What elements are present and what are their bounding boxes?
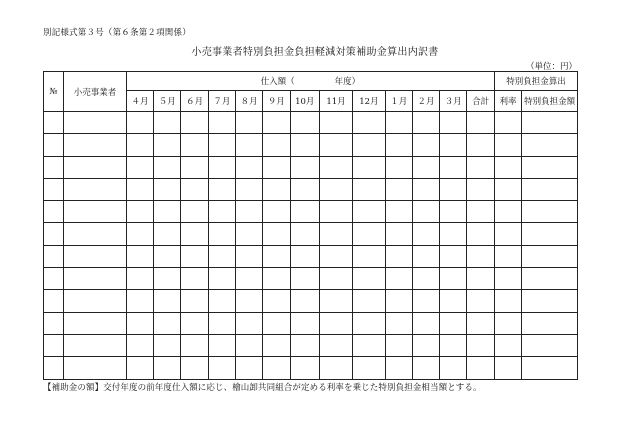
table-row [44, 134, 578, 156]
table-cell[interactable] [126, 134, 153, 156]
table-cell[interactable] [522, 245, 578, 267]
table-cell[interactable] [290, 334, 319, 356]
table-cell[interactable] [385, 134, 412, 156]
table-cell[interactable] [353, 290, 385, 312]
table-cell[interactable] [181, 312, 208, 334]
table-cell[interactable] [126, 178, 153, 200]
table-cell[interactable] [385, 112, 412, 134]
table-cell[interactable] [44, 245, 64, 267]
table-cell[interactable] [385, 268, 412, 290]
table-cell[interactable] [236, 112, 263, 134]
table-cell[interactable] [44, 357, 64, 379]
table-cell[interactable] [467, 223, 494, 245]
table-cell[interactable] [263, 201, 290, 223]
table-cell[interactable] [181, 290, 208, 312]
table-cell[interactable] [44, 312, 64, 334]
table-cell[interactable] [494, 357, 521, 379]
table-cell[interactable] [385, 357, 412, 379]
table-cell[interactable] [154, 223, 181, 245]
table-row [44, 357, 578, 379]
table-cell[interactable] [353, 178, 385, 200]
table-cell[interactable] [44, 201, 64, 223]
table-cell[interactable] [440, 112, 467, 134]
table-cell[interactable] [64, 178, 127, 200]
table-cell[interactable] [126, 156, 153, 178]
table-cell[interactable] [64, 334, 127, 356]
table-cell[interactable] [467, 178, 494, 200]
header-month-1: ４月 [126, 91, 153, 112]
table-cell[interactable] [126, 201, 153, 223]
table-cell[interactable] [440, 334, 467, 356]
table-cell[interactable] [467, 245, 494, 267]
table-cell[interactable] [385, 290, 412, 312]
table-row [44, 223, 578, 245]
table-cell[interactable] [467, 134, 494, 156]
table-cell[interactable] [412, 178, 439, 200]
table-cell[interactable] [64, 201, 127, 223]
table-cell[interactable] [126, 223, 153, 245]
table-cell[interactable] [181, 134, 208, 156]
table-cell[interactable] [467, 357, 494, 379]
table-cell[interactable] [319, 178, 352, 200]
table-cell[interactable] [522, 223, 578, 245]
header-month-10: １月 [385, 91, 412, 112]
header-month-5: ８月 [236, 91, 263, 112]
header-no: № [44, 72, 64, 112]
purchase-year-label: 年度） [334, 77, 361, 87]
table-cell[interactable] [181, 112, 208, 134]
table-cell[interactable] [290, 357, 319, 379]
header-month-11: ２月 [412, 91, 439, 112]
table-cell[interactable] [181, 201, 208, 223]
unit-label: （単位：円） [525, 62, 577, 72]
table-cell[interactable] [208, 290, 235, 312]
table-cell[interactable] [440, 178, 467, 200]
table-cell[interactable] [412, 245, 439, 267]
table-cell[interactable] [440, 290, 467, 312]
table-cell[interactable] [44, 112, 64, 134]
table-cell[interactable] [440, 245, 467, 267]
table-cell[interactable] [64, 245, 127, 267]
table-cell[interactable] [236, 290, 263, 312]
table-cell[interactable] [154, 156, 181, 178]
table-cell[interactable] [64, 357, 127, 379]
table-cell[interactable] [353, 112, 385, 134]
table-cell[interactable] [440, 223, 467, 245]
table-cell[interactable] [236, 268, 263, 290]
table-cell[interactable] [412, 268, 439, 290]
table-cell[interactable] [181, 245, 208, 267]
table-cell[interactable] [208, 223, 235, 245]
table-cell[interactable] [290, 312, 319, 334]
table-cell[interactable] [236, 245, 263, 267]
table-cell[interactable] [236, 357, 263, 379]
table-cell[interactable] [353, 268, 385, 290]
table-cell[interactable] [236, 178, 263, 200]
breakdown-table [43, 71, 578, 380]
table-cell[interactable] [412, 201, 439, 223]
table-cell[interactable] [319, 112, 352, 134]
document-title: 小売事業者特別負担金負担軽減対策補助金算出内訳書 [191, 47, 439, 58]
table-cell[interactable] [494, 156, 521, 178]
table-row [44, 268, 578, 290]
table-cell[interactable] [353, 223, 385, 245]
table-cell[interactable] [319, 245, 352, 267]
table-cell[interactable] [181, 334, 208, 356]
table-cell[interactable] [44, 290, 64, 312]
table-cell[interactable] [236, 134, 263, 156]
table-cell[interactable] [181, 223, 208, 245]
table-cell[interactable] [412, 156, 439, 178]
table-cell[interactable] [440, 357, 467, 379]
table-cell[interactable] [494, 112, 521, 134]
table-cell[interactable] [385, 201, 412, 223]
table-cell[interactable] [353, 334, 385, 356]
table-cell[interactable] [263, 245, 290, 267]
table-cell[interactable] [64, 134, 127, 156]
table-cell[interactable] [522, 134, 578, 156]
table-cell[interactable] [494, 223, 521, 245]
table-cell[interactable] [522, 178, 578, 200]
header-burden-amount: 特別負担金額 [522, 91, 578, 112]
table-cell[interactable] [263, 357, 290, 379]
table-cell[interactable] [385, 334, 412, 356]
table-cell[interactable] [208, 245, 235, 267]
table-cell[interactable] [319, 312, 352, 334]
table-cell[interactable] [412, 357, 439, 379]
table-cell[interactable] [494, 134, 521, 156]
table-cell[interactable] [263, 223, 290, 245]
table-cell[interactable] [385, 245, 412, 267]
table-cell[interactable] [353, 357, 385, 379]
table-cell[interactable] [44, 178, 64, 200]
table-cell[interactable] [290, 112, 319, 134]
table-cell[interactable] [208, 268, 235, 290]
table-cell[interactable] [208, 178, 235, 200]
table-cell[interactable] [236, 223, 263, 245]
table-cell[interactable] [412, 134, 439, 156]
table-row [44, 334, 578, 356]
table-cell[interactable] [412, 290, 439, 312]
table-row [44, 245, 578, 267]
table-cell[interactable] [522, 357, 578, 379]
table-cell[interactable] [353, 156, 385, 178]
table-cell[interactable] [126, 245, 153, 267]
table-cell[interactable] [64, 312, 127, 334]
table-cell[interactable] [290, 156, 319, 178]
table-cell[interactable] [208, 312, 235, 334]
table-cell[interactable] [126, 290, 153, 312]
table-row [44, 290, 578, 312]
table-cell[interactable] [263, 134, 290, 156]
header-retailer: 小売事業者 [64, 72, 127, 112]
table-cell[interactable] [440, 268, 467, 290]
table-cell[interactable] [154, 134, 181, 156]
table-cell[interactable] [385, 156, 412, 178]
table-cell[interactable] [319, 134, 352, 156]
table-cell[interactable] [467, 334, 494, 356]
table-cell[interactable] [154, 112, 181, 134]
table-cell[interactable] [319, 201, 352, 223]
table-cell[interactable] [440, 156, 467, 178]
table-cell[interactable] [154, 268, 181, 290]
table-cell[interactable] [353, 201, 385, 223]
table-cell[interactable] [44, 223, 64, 245]
table-cell[interactable] [236, 156, 263, 178]
table-cell[interactable] [290, 268, 319, 290]
table-cell[interactable] [126, 268, 153, 290]
table-cell[interactable] [208, 201, 235, 223]
table-cell[interactable] [290, 201, 319, 223]
table-cell[interactable] [154, 290, 181, 312]
table-cell[interactable] [353, 312, 385, 334]
table-cell[interactable] [319, 268, 352, 290]
table-cell[interactable] [467, 156, 494, 178]
table-cell[interactable] [412, 334, 439, 356]
table-cell[interactable] [208, 357, 235, 379]
table-cell[interactable] [154, 357, 181, 379]
header-month-3: ６月 [181, 91, 208, 112]
table-cell[interactable] [208, 134, 235, 156]
header-total: 合計 [467, 91, 494, 112]
table-cell[interactable] [353, 134, 385, 156]
table-cell[interactable] [64, 290, 127, 312]
table-cell[interactable] [44, 134, 64, 156]
table-cell[interactable] [522, 201, 578, 223]
table-cell[interactable] [467, 290, 494, 312]
table-cell[interactable] [236, 334, 263, 356]
table-row [44, 201, 578, 223]
table-cell[interactable] [467, 112, 494, 134]
table-cell[interactable] [522, 112, 578, 134]
table-cell[interactable] [290, 245, 319, 267]
table-cell[interactable] [181, 268, 208, 290]
table-cell[interactable] [319, 334, 352, 356]
table-cell[interactable] [494, 201, 521, 223]
table-cell[interactable] [522, 312, 578, 334]
header-month-6: ９月 [263, 91, 290, 112]
table-cell[interactable] [385, 312, 412, 334]
header-month-7: 10月 [290, 91, 319, 112]
table-cell[interactable] [467, 268, 494, 290]
table-cell[interactable] [208, 156, 235, 178]
table-cell[interactable] [263, 112, 290, 134]
table-cell[interactable] [494, 290, 521, 312]
table-cell[interactable] [64, 156, 127, 178]
header-month-2: ５月 [154, 91, 181, 112]
table-cell[interactable] [522, 268, 578, 290]
table-cell[interactable] [494, 312, 521, 334]
table-cell[interactable] [263, 178, 290, 200]
header-purchase-amount [126, 72, 494, 91]
table-cell[interactable] [319, 156, 352, 178]
table-cell[interactable] [440, 134, 467, 156]
table-cell[interactable] [126, 112, 153, 134]
table-cell[interactable] [522, 334, 578, 356]
table-cell[interactable] [263, 268, 290, 290]
table-cell[interactable] [154, 201, 181, 223]
table-cell[interactable] [263, 156, 290, 178]
header-burden-calc: 特別負担金算出 [494, 72, 577, 91]
table-cell[interactable] [494, 245, 521, 267]
table-cell[interactable] [154, 245, 181, 267]
table-cell[interactable] [467, 312, 494, 334]
table-cell[interactable] [181, 357, 208, 379]
table-cell[interactable] [44, 334, 64, 356]
table-row [44, 112, 578, 134]
table-cell[interactable] [236, 312, 263, 334]
table-cell[interactable] [236, 201, 263, 223]
table-cell[interactable] [290, 290, 319, 312]
table-cell[interactable] [44, 156, 64, 178]
table-cell[interactable] [290, 134, 319, 156]
table-cell[interactable] [126, 357, 153, 379]
subsidy-note: 【補助金の額】交付年度の前年度仕入額に応じ、檜山卸共同組合が定める利率を乗じた特別負担金相当額とする。 [43, 383, 482, 393]
table-cell[interactable] [126, 334, 153, 356]
table-cell[interactable] [263, 312, 290, 334]
table-cell[interactable] [44, 268, 64, 290]
table-cell[interactable] [290, 223, 319, 245]
table-cell[interactable] [412, 112, 439, 134]
table-cell[interactable] [467, 201, 494, 223]
table-cell[interactable] [385, 223, 412, 245]
table-row [44, 312, 578, 334]
table-cell[interactable] [440, 201, 467, 223]
table-cell[interactable] [126, 312, 153, 334]
table-cell[interactable] [154, 178, 181, 200]
table-cell[interactable] [412, 223, 439, 245]
table-cell[interactable] [494, 268, 521, 290]
table-cell[interactable] [154, 334, 181, 356]
table-row [44, 156, 578, 178]
table-cell[interactable] [64, 223, 127, 245]
table-cell[interactable] [385, 178, 412, 200]
table-cell[interactable] [154, 312, 181, 334]
table-cell[interactable] [319, 290, 352, 312]
purchase-label: 仕入額（ [260, 77, 295, 87]
table-cell[interactable] [412, 312, 439, 334]
table-cell[interactable] [522, 290, 578, 312]
table-cell[interactable] [208, 112, 235, 134]
table-cell[interactable] [181, 156, 208, 178]
form-reference: 別記様式第３号（第６条第２項関係） [43, 28, 191, 38]
table-cell[interactable] [494, 178, 521, 200]
header-month-9: 12月 [353, 91, 385, 112]
table-cell[interactable] [440, 312, 467, 334]
table-cell[interactable] [319, 223, 352, 245]
table-cell[interactable] [263, 290, 290, 312]
table-cell[interactable] [263, 334, 290, 356]
table-cell[interactable] [522, 156, 578, 178]
table-cell[interactable] [208, 334, 235, 356]
table-cell[interactable] [494, 334, 521, 356]
header-month-12: ３月 [440, 91, 467, 112]
header-month-4: ７月 [208, 91, 235, 112]
table-cell[interactable] [290, 178, 319, 200]
table-cell[interactable] [353, 245, 385, 267]
table-row [44, 178, 578, 200]
table-cell[interactable] [319, 357, 352, 379]
header-month-8: 11月 [319, 91, 352, 112]
table-cell[interactable] [181, 178, 208, 200]
table-cell[interactable] [64, 268, 127, 290]
header-rate: 利率 [494, 91, 521, 112]
table-cell[interactable] [64, 112, 127, 134]
